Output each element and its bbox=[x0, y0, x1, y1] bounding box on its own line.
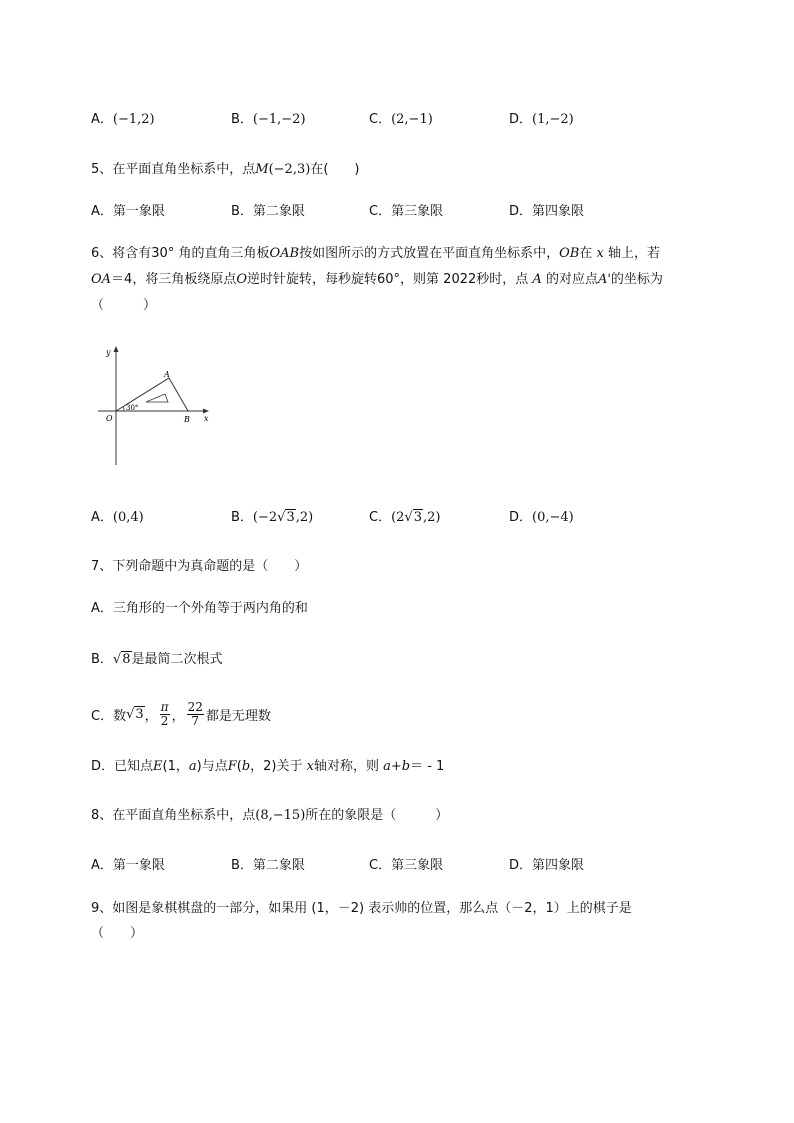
q6-figure bbox=[98, 343, 218, 469]
q8-option-a: A．第一象限 bbox=[91, 858, 165, 873]
q6-stem-line3: （ ） bbox=[91, 298, 157, 313]
x-axis-arrow bbox=[203, 409, 209, 414]
q9-stem-line1: 9、如图是象棋棋盘的一部分，如果用 (1，－2) 表示帅的位置，那么点（－2，1）上的棋子是 bbox=[91, 901, 632, 916]
q8-option-d: D．第四象限 bbox=[509, 858, 585, 873]
q5-option-b: B．第二象限 bbox=[231, 204, 305, 219]
q8-option-b: B．第二象限 bbox=[231, 858, 305, 873]
q4-option-b: B．(−1,−2) bbox=[231, 112, 306, 127]
label-angle: 30° bbox=[126, 404, 139, 412]
q6-option-d: D．(0,−4) bbox=[509, 510, 574, 525]
fraction-22-over-7: $\frac{22}{7}$ bbox=[187, 699, 203, 728]
angle-arc bbox=[123, 407, 124, 412]
label-x: x bbox=[204, 414, 209, 423]
q4-option-a: A．(−1,2) bbox=[91, 112, 155, 127]
y-axis-arrow bbox=[114, 346, 119, 352]
q6-option-a: A．(0,4) bbox=[91, 510, 144, 525]
label-o: O bbox=[106, 414, 113, 423]
q6-stem-line2: OA＝4，将三角板绕原点O逆时针旋转，每秒旋转60°，则第 2022秒时，点 A 的对应点A'的坐标为 bbox=[91, 272, 663, 287]
q7-option-d: D．已知点E(1，a)与点F(b，2)关于 x轴对称，则 a+b＝ - 1 bbox=[91, 759, 445, 774]
label-y: y bbox=[106, 348, 111, 357]
q5-stem: 5、在平面直角坐标系中，点M(−2,3)在( ) bbox=[91, 162, 360, 177]
q7-option-a: A．三角形的一个外角等于两内角的和 bbox=[91, 601, 308, 616]
q4-option-c: C．(2,−1) bbox=[369, 112, 433, 127]
label-b: B bbox=[184, 415, 190, 424]
q7-option-c: C．数 √3 ， $\frac{\pi}{2}$ ， $\frac{22}{7}$ 都是无理数 bbox=[91, 699, 271, 728]
q8-option-c: C．第三象限 bbox=[369, 858, 444, 873]
triangle-inner bbox=[146, 394, 168, 402]
q7-option-b: B．√8是最简二次根式 bbox=[91, 652, 223, 667]
label-a: A bbox=[164, 370, 170, 379]
q6-option-b: B．(−2√3,2) bbox=[231, 510, 314, 525]
q9-stem-line2: （ ） bbox=[91, 926, 144, 941]
q6-option-c: C．(2√3,2) bbox=[369, 510, 441, 525]
fraction-pi-over-2: $\frac{\pi}{2}$ bbox=[160, 699, 169, 728]
q5-option-d: D．第四象限 bbox=[509, 204, 585, 219]
q5-option-c: C．第三象限 bbox=[369, 204, 444, 219]
q4-option-d: D．(1,−2) bbox=[509, 112, 574, 127]
q5-option-a: A．第一象限 bbox=[91, 204, 165, 219]
q6-stem-line1: 6、将含有30° 角的直角三角板OAB按如图所示的方式放置在平面直角坐标系中，OB在 x 轴上，若 bbox=[91, 246, 660, 261]
q8-stem: 8、在平面直角坐标系中，点(8,−15)所在的象限是（ ） bbox=[91, 808, 449, 823]
q7-stem: 7、下列命题中为真命题的是（ ） bbox=[91, 559, 308, 574]
